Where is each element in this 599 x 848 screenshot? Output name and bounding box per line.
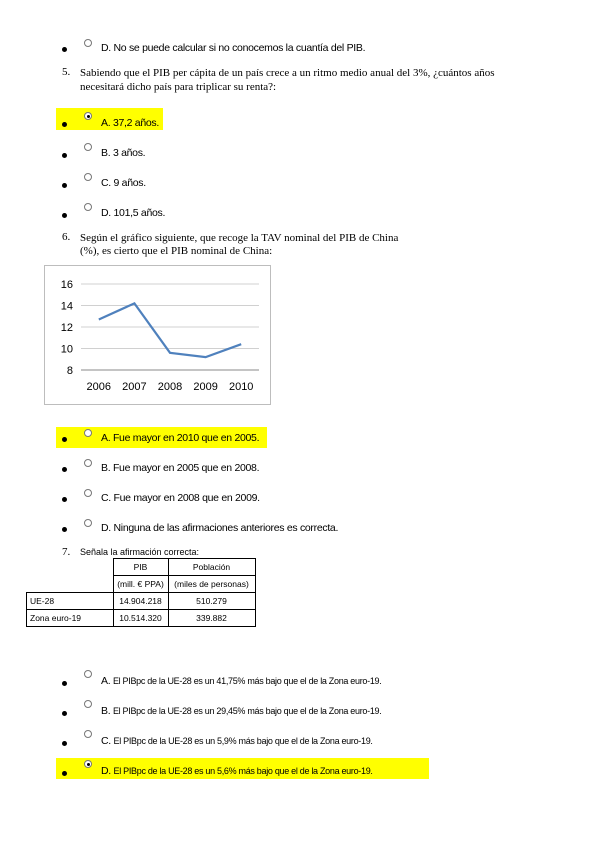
bullet [62,183,67,188]
y-tick-label: 8 [66,365,73,377]
q6-option-d-radio[interactable] [84,519,92,527]
q7-option-d-label [101,765,373,777]
table-cell: 14.904.218 [113,593,168,610]
q5-option-a-label: A. 37,2 años. [101,117,159,129]
table-corner [27,559,114,576]
y-tick-label: 16 [60,279,73,291]
bullet [62,437,67,442]
table-cell: 510.279 [168,593,255,610]
q6-option-b-radio[interactable] [84,459,92,467]
q7-option-a-label [101,675,381,687]
series-line [99,303,241,357]
q5-option-d-radio[interactable] [84,203,92,211]
q5-option-b-label: B. 3 años. [101,147,146,159]
table-subheader-poblacion: (miles de personas) [168,576,255,593]
q6-option-b-label: B. Fue mayor en 2005 que en 2008. [101,462,260,474]
q6-option-d-label: D. Ninguna de las afirmaciones anteriores es correcta. [101,522,339,534]
q7-option-a-letter: A. [101,675,111,687]
x-tick-label: 2010 [228,381,254,393]
x-tick-label: 2006 [86,381,112,393]
q7-option-d-text: El PIBpc de la UE-28 es un 5,6% más bajo que el de la Zona euro-19. [113,766,373,776]
q5-option-c-label: C. 9 años. [101,177,146,189]
tav-line-chart [45,266,270,404]
q7-option-b-radio[interactable] [84,700,92,708]
q7-option-a-text: El PIBpc de la UE-28 es un 41,75% más bajo que el de la Zona euro-19. [112,676,382,686]
q7-option-b-label [101,705,381,717]
q6-option-a-radio[interactable] [84,429,92,437]
q7-option-c-radio[interactable] [84,730,92,738]
table-cell: UE-28 [27,593,114,610]
q5-option-b-radio[interactable] [84,143,92,151]
bullet [62,47,67,52]
table-cell: 10.514.320 [113,610,168,627]
table-cell: 339.882 [168,610,255,627]
table-row [27,610,256,627]
q7-option-c-label [101,735,373,747]
bullet [62,681,67,686]
table-corner [27,576,114,593]
y-tick-label: 10 [60,343,73,356]
q6-text-line1: Según el gráfico siguiente, que recoge la TAV nominal del PIB de China [80,232,399,244]
q6-option-c-label: C. Fue mayor en 2008 que en 2009. [101,492,260,504]
x-tick-label: 2008 [157,381,183,393]
bullet [62,122,67,127]
table-cell: Zona euro-19 [27,610,114,627]
table-header-pib: PIB [113,559,168,576]
bullet [62,213,67,218]
x-tick-label: 2007 [122,381,147,393]
q4-option-d-radio[interactable] [84,39,92,47]
q5-option-a-radio[interactable] [84,112,92,120]
q7-option-b-text: El PIBpc de la UE-28 es un 29,45% más bajo que el de la Zona euro-19. [112,706,382,716]
q6-option-a-label: A. Fue mayor en 2010 que en 2005. [101,432,260,444]
bullet [62,711,67,716]
y-tick-label: 14 [60,300,73,313]
q5-option-c-radio[interactable] [84,173,92,181]
q7-option-d-radio[interactable] [84,760,92,768]
q7-option-c-letter: C. [101,735,111,747]
q6-text-line2: (%), es cierto que el PIB nominal de China: [80,245,273,257]
q6-option-c-radio[interactable] [84,489,92,497]
y-tick-label: 12 [60,322,73,334]
bullet [62,771,67,776]
q5-text-line2: necesitará dicho país para triplicar su renta?: [80,81,277,93]
q4-option-d-label: D. No se puede calcular si no conocemos la cuantía del PIB. [101,42,366,54]
q7-option-d-letter: D. [101,765,111,777]
bullet [62,741,67,746]
table-header-poblacion: Población [168,559,255,576]
bullet [62,153,67,158]
q6-number: 6. [62,231,71,243]
tav-chart [44,265,271,405]
bullet [62,467,67,472]
x-tick-label: 2009 [193,381,218,393]
q7-option-b-letter: B. [101,705,111,717]
bullet [62,527,67,532]
q5-number: 5. [62,66,71,78]
table-row [27,593,256,610]
table-subheader-pib: (mill. € PPA) [113,576,168,593]
q7-option-c-text: El PIBpc de la UE-28 es un 5,9% más bajo que el de la Zona euro-19. [113,736,373,746]
q7-number: 7. [62,546,71,558]
q7-text: Señala la afirmación correcta: [80,547,200,557]
bullet [62,497,67,502]
q7-option-a-radio[interactable] [84,670,92,678]
pib-table [26,558,256,627]
q5-text-line1: Sabiendo que el PIB per cápita de un país crece a un ritmo medio anual del 3%, ¿cuántos años [80,67,495,79]
q5-option-d-label: D. 101,5 años. [101,207,166,219]
